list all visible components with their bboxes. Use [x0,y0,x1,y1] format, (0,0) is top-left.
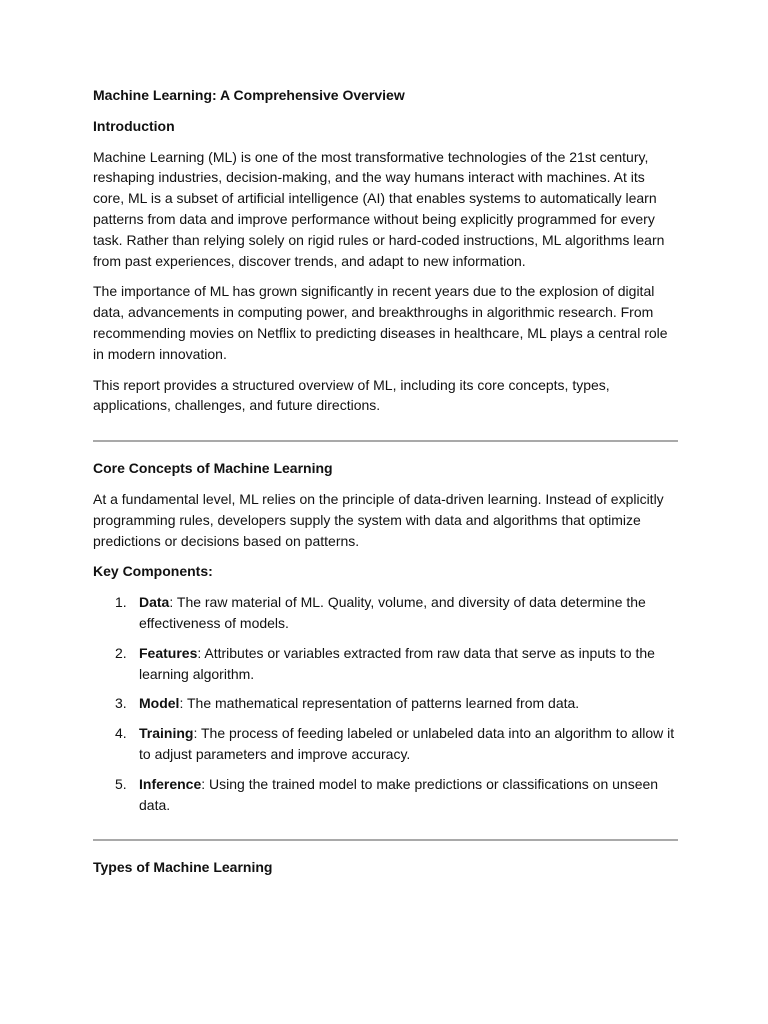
section-divider [93,839,678,841]
document-title: Machine Learning: A Comprehensive Overview [93,87,405,103]
list-item-term: Data [139,594,170,611]
section-divider [93,440,678,442]
introduction-heading: Introduction [93,117,175,134]
types-heading: Types of Machine Learning [93,859,273,876]
key-components-heading: Key Components: [93,563,213,580]
list-item [93,643,678,685]
list-item-number: 2. [115,644,127,661]
list-item-text: : The raw material of ML. Quality, volume, and diversity of data determine the effectiveness of models. [139,594,646,631]
core-concepts-paragraph: At a fundamental level, ML relies on the principle of data-driven learning. Instead of explicitly programming rules, developers supply the system with data and algorithms that optimize predictions or decisions based on patterns. [93,490,664,549]
list-item-term: Model [139,695,180,712]
core-concepts-heading: Core Concepts of Machine Learning [93,460,333,477]
list-item-text: : The process of feeding labeled or unlabeled data into an algorithm to allow it to adjust parameters and improve accuracy. [139,725,675,762]
list-item-number: 5. [115,775,127,792]
intro-paragraph-3: This report provides a structured overview of ML, including its core concepts, types, applications, challenges, and future directions. [93,376,610,414]
list-item [93,693,678,714]
intro-paragraph-1: Machine Learning (ML) is one of the most transformative technologies of the 21st century, reshaping industries, decision-making, and the way humans interact with machines. At its core, ML is a subset of artificial intelligence (AI) that enables systems to automatically learn patterns from data and improve performance without being explicitly programmed for every task. Rather than relying solely on rigid rules or hard-coded instructions, ML algorithms learn from past experiences, discover trends, and adapt to new information. [93,148,665,269]
list-item-term: Features [139,644,198,661]
key-components-list [93,592,678,815]
document-page [93,85,678,888]
list-item [93,774,678,816]
list-item-number: 4. [115,725,127,742]
list-item [93,592,678,634]
list-item-term: Inference [139,775,202,792]
list-item-text: : Attributes or variables extracted from raw data that serve as inputs to the learning algorithm. [139,644,655,682]
list-item [93,723,678,765]
list-item-number: 1. [115,594,127,611]
intro-paragraph-2: The importance of ML has grown significantly in recent years due to the explosion of digital data, advancements in computing power, and breakthroughs in algorithmic research. From recommending movies on Netflix to predicting diseases in healthcare, ML plays a central role in modern innovation. [93,283,668,362]
list-item-text: : Using the trained model to make predictions or classifications on unseen data. [139,775,659,813]
list-item-term: Training [139,725,194,742]
list-item-number: 3. [115,695,127,712]
list-item-text: : The mathematical representation of patterns learned from data. [179,695,580,712]
